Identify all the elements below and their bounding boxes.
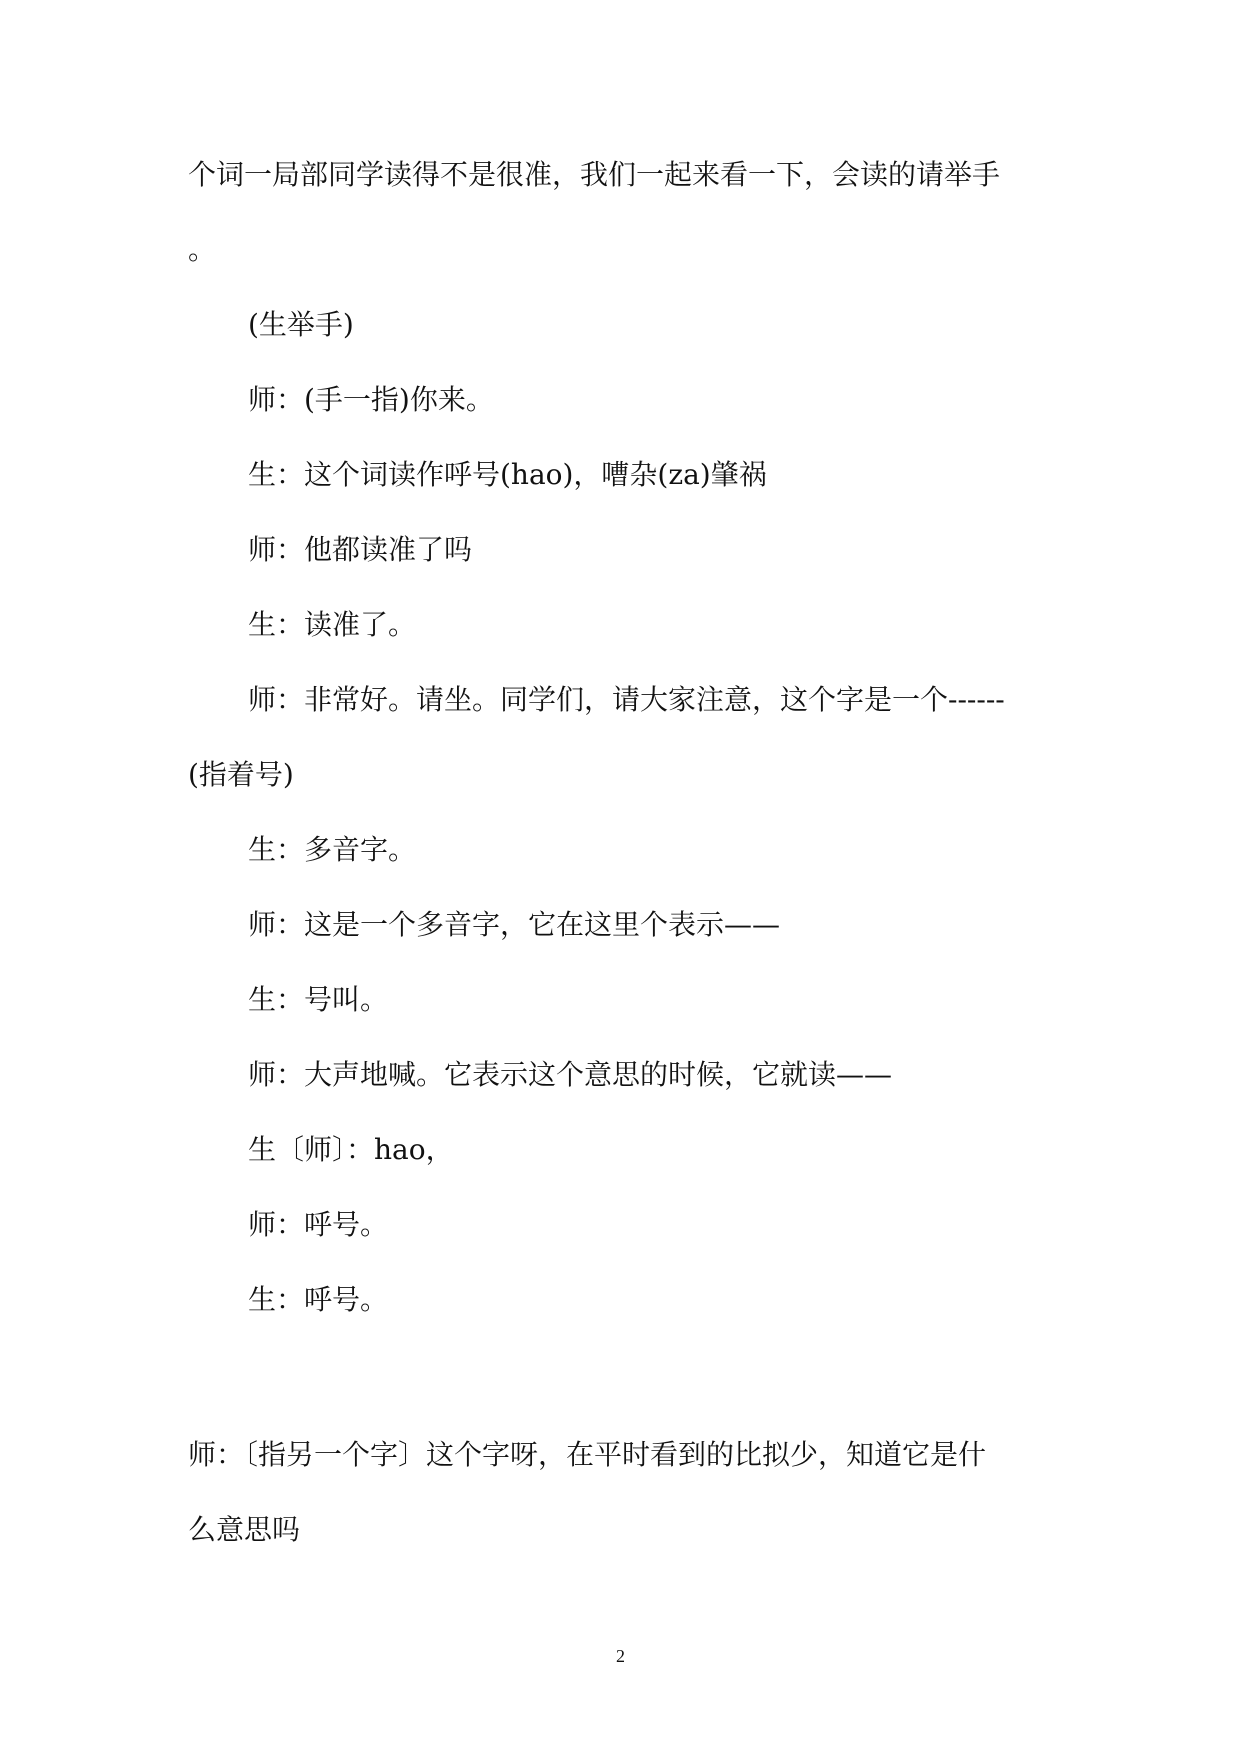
paragraph-line: 生：号叫。 xyxy=(248,983,389,1016)
paragraph-line: 师：呼号。 xyxy=(248,1208,389,1241)
paragraph-line: 生：这个词读作呼号(hao)，嘈杂(za)肇祸 xyxy=(248,458,767,491)
paragraph-line: 师：这是一个多音字，它在这里个表示—— xyxy=(248,908,781,941)
paragraph-line: 生：多音字。 xyxy=(248,833,417,866)
page-number: 2 xyxy=(616,1646,625,1666)
paragraph-line: 师：〔指另一个字〕这个字呀，在平时看到的比拟少，知道它是什 xyxy=(188,1438,987,1471)
paragraph-line: 师：他都读准了吗 xyxy=(248,533,473,566)
paragraph-line: 生：读准了。 xyxy=(248,608,417,641)
paragraph-line: 么意思吗 xyxy=(188,1513,301,1546)
paragraph-line: 生：呼号。 xyxy=(248,1283,389,1316)
paragraph-line: 师：非常好。请坐。同学们，请大家注意，这个字是一个------ xyxy=(248,683,1005,716)
paragraph-line: 个词一局部同学读得不是很准，我们一起来看一下，会读的请举手 xyxy=(188,158,1001,191)
paragraph-line: 。 xyxy=(188,233,217,266)
paragraph-line: 师：大声地喊。它表示这个意思的时候，它就读—— xyxy=(248,1058,893,1091)
paragraph-line: (指着号) xyxy=(188,758,294,791)
paragraph-line: 师：(手一指)你来。 xyxy=(248,383,494,416)
paragraph-line: (生举手) xyxy=(248,308,354,341)
paragraph-line: 生〔师〕：hao， xyxy=(248,1133,454,1166)
